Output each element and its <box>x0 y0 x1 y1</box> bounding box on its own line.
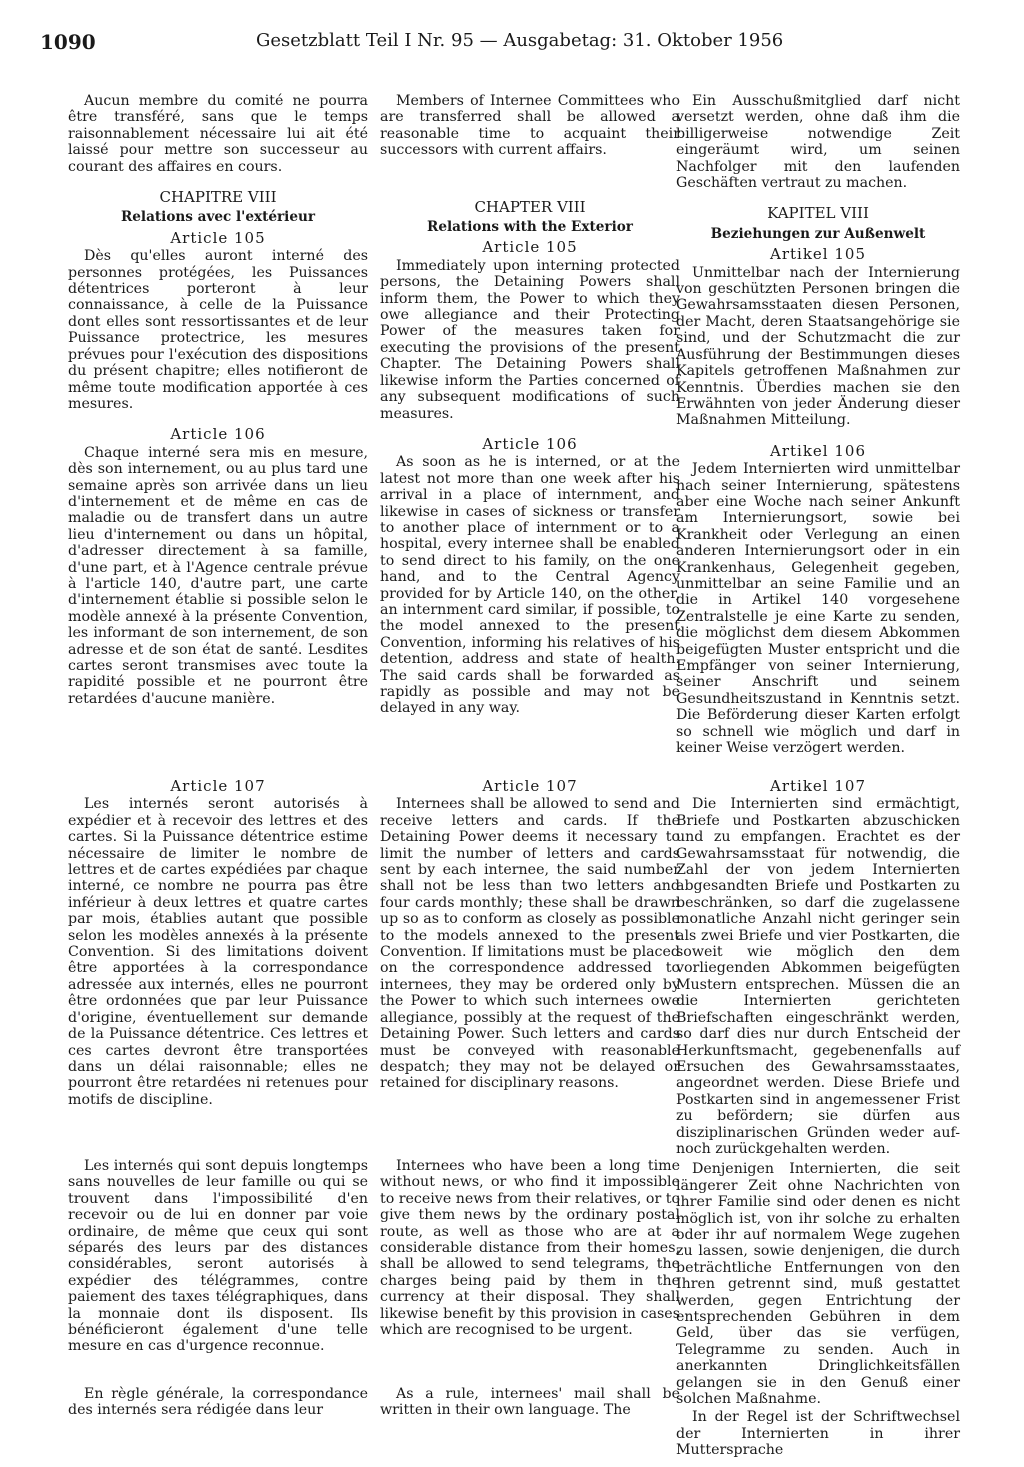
paragraph: Die Internierten sind ermächtigt, Briefe und Postkarten abzuschicken und zu empfangen. Erachtet es der Gewahrsamsstaat für notwendig, die Zahl der von jedem Internierten abgesandten Briefe und Postkarten zu beschränken, so darf die zugelassene monatliche Anzahl nicht geringer sein als zwei Briefe und vier Postkarten, die soweit wie möglich den dem vorliegenden Abkommen beigefügten Mustern entsprechen. Müssen die an die Internierten gerichteten Briefschaften eingeschränkt werden, so darf dies nur durch Entscheid der Herkunftsmacht, gegebenenfalls auf Ersuchen des Gewahrsamsstaates, angeordnet werden. Diese Briefe und Postkarten sind in angemessener Frist zu befördern; sie dürfen aus disziplinarischen Gründen weder auf- noch zurückgehalten werden. <box>676 796 960 1157</box>
chapter-heading: KAPITEL VIII <box>767 204 869 223</box>
chapter-heading: CHAPTER VIII <box>474 197 586 216</box>
column-french-bottom <box>68 1158 368 1355</box>
article-heading: Article 105 <box>482 238 578 257</box>
column-french-lower <box>68 778 368 1108</box>
article-heading: Article 107 <box>170 777 266 795</box>
article-heading: Article 106 <box>482 434 578 453</box>
paragraph: Les internés qui sont depuis longtemps sans nouvelles de leur famille ou qui se trouvent dans l'impossibilité d'en recevoir ou de lui en donner par voie ordinaire, de même que ceux qui sont séparés des leurs par des distances considérables, seront autorisés à expédier des télégrammes, contre paiement des taxes télégraphiques, dans la monnaie dont ils disposent. Ils bénéficieront également d'une telle mesure en cas d'urgence reconnue. <box>68 1158 368 1355</box>
paragraph: As a rule, internees' mail shall be written in their own language. The <box>380 1386 680 1419</box>
chapter-title: Relations with the Exterior <box>427 219 633 236</box>
paragraph: Immediately upon interning protected persons, the Detaining Powers shall inform them, the Power to which they owe allegiance and their Protecting Power of the measures taken for executing the provisions of the present Chapter. The Detaining Powers shall likewise inform the Parties concerned of any subsequent modifications of such measures. <box>380 257 680 422</box>
article-heading: Article 105 <box>170 228 266 247</box>
article-heading: Artikel 106 <box>770 441 866 460</box>
column-german <box>676 93 960 756</box>
column-french <box>68 93 368 707</box>
column-english <box>380 93 680 717</box>
article-heading: Article 106 <box>170 425 266 444</box>
chapter-title: Beziehungen zur Außenwelt <box>710 225 926 242</box>
column-french-end <box>68 1386 368 1419</box>
article-heading: Article 107 <box>482 777 578 795</box>
paragraph: Les internés seront autorisés à expédier et à recevoir des lettres et des cartes. Si la Puissance détentrice estime nécessaire de limiter le nombre de lettres et de cartes expédiées par chaque interné, ce nombre ne pourra pas être inférieur à deux lettres et quatre cartes par mois, établies autant que possible selon les modèles annexés à la présente Convention. Si des limitations doivent être apportées à la correspondance adressée aux internés, elles ne pourront être ordonnées que par leur Puissance d'origine, éventuellement sur demande de la Puissance détentrice. Ces lettres et ces cartes devront être transportées dans un délai raisonnable; elles ne pourront être retardées ni retenues pour motifs de discipline. <box>68 796 368 1108</box>
article-heading: Artikel 105 <box>770 245 866 264</box>
column-english-lower <box>380 778 680 1092</box>
paragraph: Internees who have been a long time without news, or who find it impossible to receive news from their relatives, or to give them news by the ordinary postal route, as well as those who are at a considerable distance from their homes, shall be allowed to send telegrams, the charges being paid by them in the currency at their disposal. They shall likewise benefit by this provision in cases which are recognised to be urgent. <box>380 1158 681 1339</box>
paragraph: Aucun membre du comité ne pourra être transféré, sans que le temps raisonnablement nécessaire lui ait été laissé pour mettre son successeur au courant des affaires en cours. <box>68 93 368 175</box>
paragraph: In der Regel ist der Schriftwechsel der Internierten in ihrer Muttersprache <box>676 1409 960 1459</box>
paragraph: Internees shall be allowed to send and receive letters and cards. If the Detaining Power deems it necessary to limit the number of letters and cards sent by each internee, the said number shall not be less than two letters and four cards monthly; these shall be drawn up so as to conform as closely as possible to the models annexed to the present Convention. If limitations must be placed on the correspondence addressed to internees, they may be ordered only by the Power to which such internees owe allegiance, possibly at the request of the Detaining Power. Such letters and cards must be conveyed with reasonable despatch; they may not be delayed or retained for disciplinary reasons. <box>380 796 680 1092</box>
paragraph: Ein Ausschußmitglied darf nicht versetzt werden, ohne daß ihm die billigerweise notwendige Zeit eingeräumt wird, um seinen Nachfolger mit den laufenden Geschäften vertraut zu machen. <box>676 93 960 192</box>
running-head: Gesetzblatt Teil I Nr. 95 — Ausgabetag: 31. Oktober 1956 <box>256 30 784 51</box>
paragraph: Unmittelbar nach der Internierung von geschützten Personen bringen die Gewahrsamsstaaten diesen Personen, der Macht, deren Staatsangehörige sie sind, und der Schutzmacht die zur Ausführung der Bestimmungen dieses Kapitels getroffenen Maßnahmen zur Kenntnis. Überdies machen sie den Erwähnten von jeder Änderung dieser Maßnahmen Mitteilung. <box>676 264 960 429</box>
paragraph: As soon as he is interned, or at the latest not more than one week after his arrival in a place of internment, and likewise in cases of sickness or transfer to another place of internment or to a hospital, every internee shall be enabled to send direct to his family, on the one hand, and to the Central Agency provided for by Article 140, on the other, an internment card similar, if possible, to the model annexed to the present Convention, informing his relatives of his detention, address and state of health. The said cards shall be forwarded as rapidly as possible and may not be delayed in any way. <box>380 454 680 717</box>
column-german-lower <box>676 778 960 1459</box>
chapter-heading: CHAPITRE VIII <box>159 188 277 207</box>
page-number: 1090 <box>40 30 96 54</box>
paragraph: Chaque interné sera mis en mesure, dès son internement, ou au plus tard une semaine après son arrivée dans un lieu d'internement et de même en cas de maladie ou de transfert dans un autre lieu d'internement ou dans un hôpital, d'adresser directement à sa famille, d'une part, et à l'Agence centrale prévue à l'article 140, d'autre part, une carte d'internement établie si possible selon le modèle annexé à la présente Convention, les informant de son internement, de son adresse et de son état de santé. Lesdites cartes seront transmises avec toute la rapidité possible et ne pourront être retardées d'aucune manière. <box>68 444 368 707</box>
paragraph: En règle générale, la correspondance des internés sera rédigée dans leur <box>68 1386 368 1419</box>
paragraph: Members of Internee Committees who are transferred shall be allowed a reasonable time to acquaint their successors with current affairs. <box>380 93 680 159</box>
paragraph: Dès qu'elles auront interné des personnes protégées, les Puissances détentrices porteront à leur connaissance, à celle de la Puissance dont elles sont ressortissantes et de leur Puissance protectrice, les mesures prévues pour l'exécution des dispositions du présent chapitre; elles notifieront de même toute modification apportée à ces mesures. <box>68 248 368 412</box>
column-english-end <box>380 1386 680 1419</box>
paragraph: Jedem Internierten wird unmittelbar nach seiner Internierung, spätestens aber eine Woche nach seiner Ankunft am Internierungsort, sowie bei Krankheit oder Verlegung an einen anderen Internierungsort oder in ein Krankenhaus, Gelegenheit gegeben, unmittelbar an seine Familie und an die in Artikel 140 vorgesehene Zentralstelle je eine Karte zu senden, die möglichst dem diesem Abkommen beigefügten Muster entspricht und die Empfänger von seiner Internierung, seiner Anschrift und seinem Gesundheitszustand in Kenntnis setzt. Die Beförderung dieser Karten erfolgt so schnell wie möglich und darf in keiner Weise verzögert werden. <box>676 461 960 757</box>
paragraph: Denjenigen Internierten, die seit längerer Zeit ohne Nachrichten von ihrer Familie sind oder denen es nicht möglich ist, von ihr solche zu erhalten oder ihr auf normalem Wege zugehen zu lassen, sowie denjenigen, die durch beträchtliche Entfernungen von den Ihren getrennt sind, muß gestattet werden, gegen Entrichtung der entsprechenden Gebühren in dem Geld, über das sie verfügen, Telegramme zu senden. Auch in anerkannten Dringlichkeitsfällen gelangen sie in den Genuß einer solchen Maßnahme. <box>676 1161 960 1408</box>
chapter-title: Relations avec l'extérieur <box>120 209 316 226</box>
column-english-bottom <box>380 1158 680 1338</box>
article-heading: Artikel 107 <box>770 777 866 795</box>
